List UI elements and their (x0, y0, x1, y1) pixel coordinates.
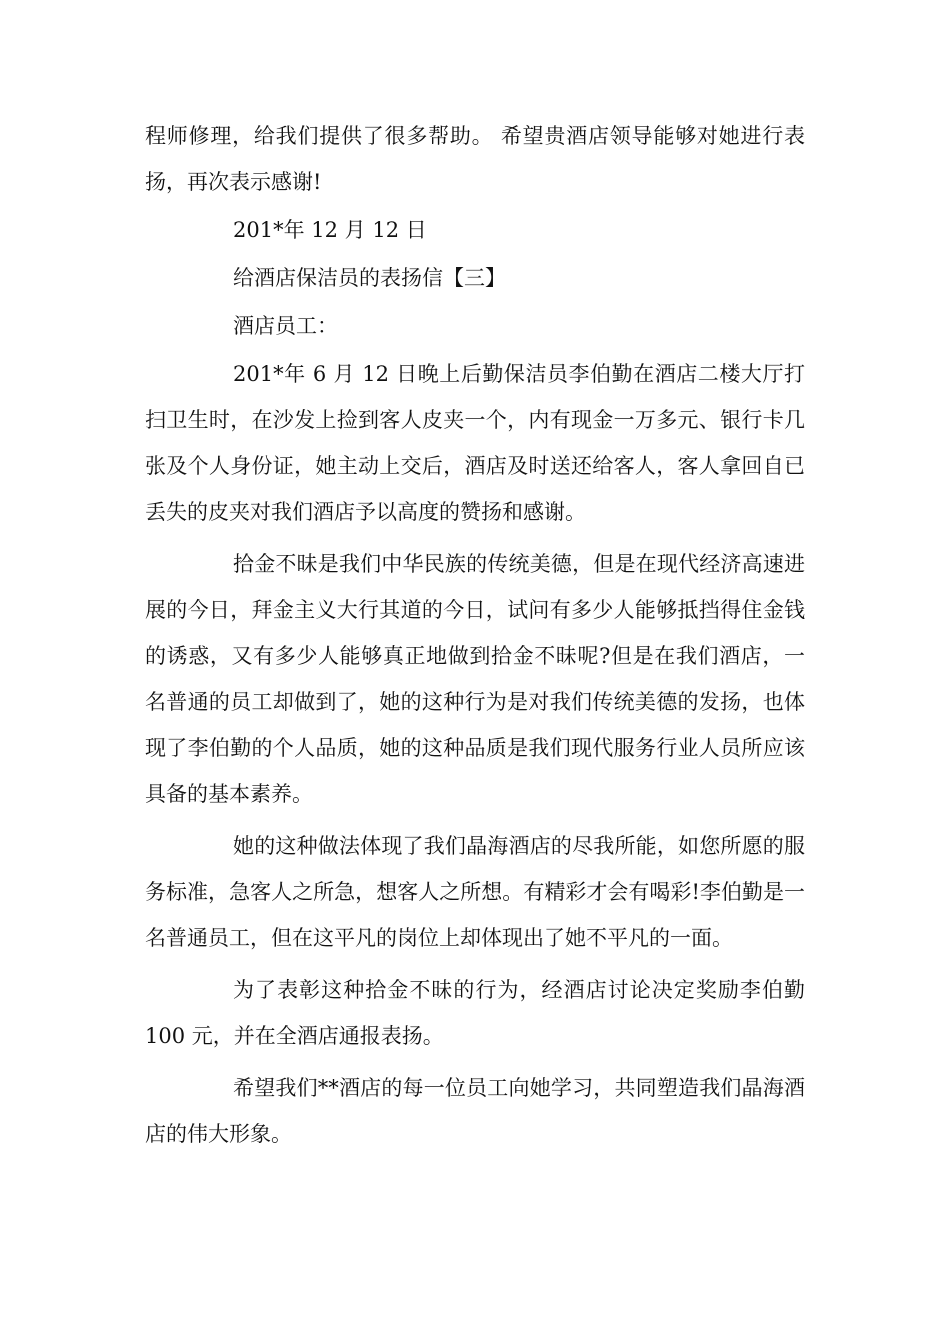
paragraph-date: 201*年 12 月 12 日 (233, 218, 427, 242)
document-body (145, 113, 805, 1157)
paragraph-virtue: 拾金不昧是我们中华民族的传统美德，但是在现代经济高速进展的今日，拜金主义大行其道的今日，试问有多少人能够抵挡得住金钱的诱惑，又有多少人能够真正地做到拾金不昧呢?但是在我们酒店，一名普通的员工却做到了，她的这种行为是对我们传统美德的发扬，也体现了李伯勤的个人品质，她的这种品质是我们现代服务行业人员所应该具备的基本素养。 (145, 552, 805, 806)
paragraph-service-standard: 她的这种做法体现了我们晶海酒店的尽我所能，如您所愿的服务标准，急客人之所急，想客人之所想。有精彩才会有喝彩!李伯勤是一名普通员工，但在这平凡的岗位上却体现出了她不平凡的一面。 (145, 834, 805, 950)
section-title: 给酒店保洁员的表扬信【三】 (233, 266, 506, 290)
salutation: 酒店员工： (233, 314, 338, 338)
paragraph-incident: 201*年 6 月 12 日晚上后勤保洁员李伯勤在酒店二楼大厅打扫卫生时，在沙发上捡到客人皮夹一个，内有现金一万多元、银行卡几张及个人身份证，她主动上交后，酒店及时送还给客人，客人拿回自已丢失的皮夹对我们酒店予以高度的赞扬和感谢。 (145, 362, 805, 524)
paragraph-reward: 为了表彰这种拾金不昧的行为，经酒店讨论决定奖励李伯勤 100 元，并在全酒店通报表扬。 (145, 978, 805, 1048)
paragraph-hope: 希望我们**酒店的每一位员工向她学习，共同塑造我们晶海酒店的伟大形象。 (145, 1076, 805, 1146)
paragraph-closing-thanks: 程师修理，给我们提供了很多帮助。 希望贵酒店领导能够对她进行表扬，再次表示感谢! (145, 124, 805, 194)
